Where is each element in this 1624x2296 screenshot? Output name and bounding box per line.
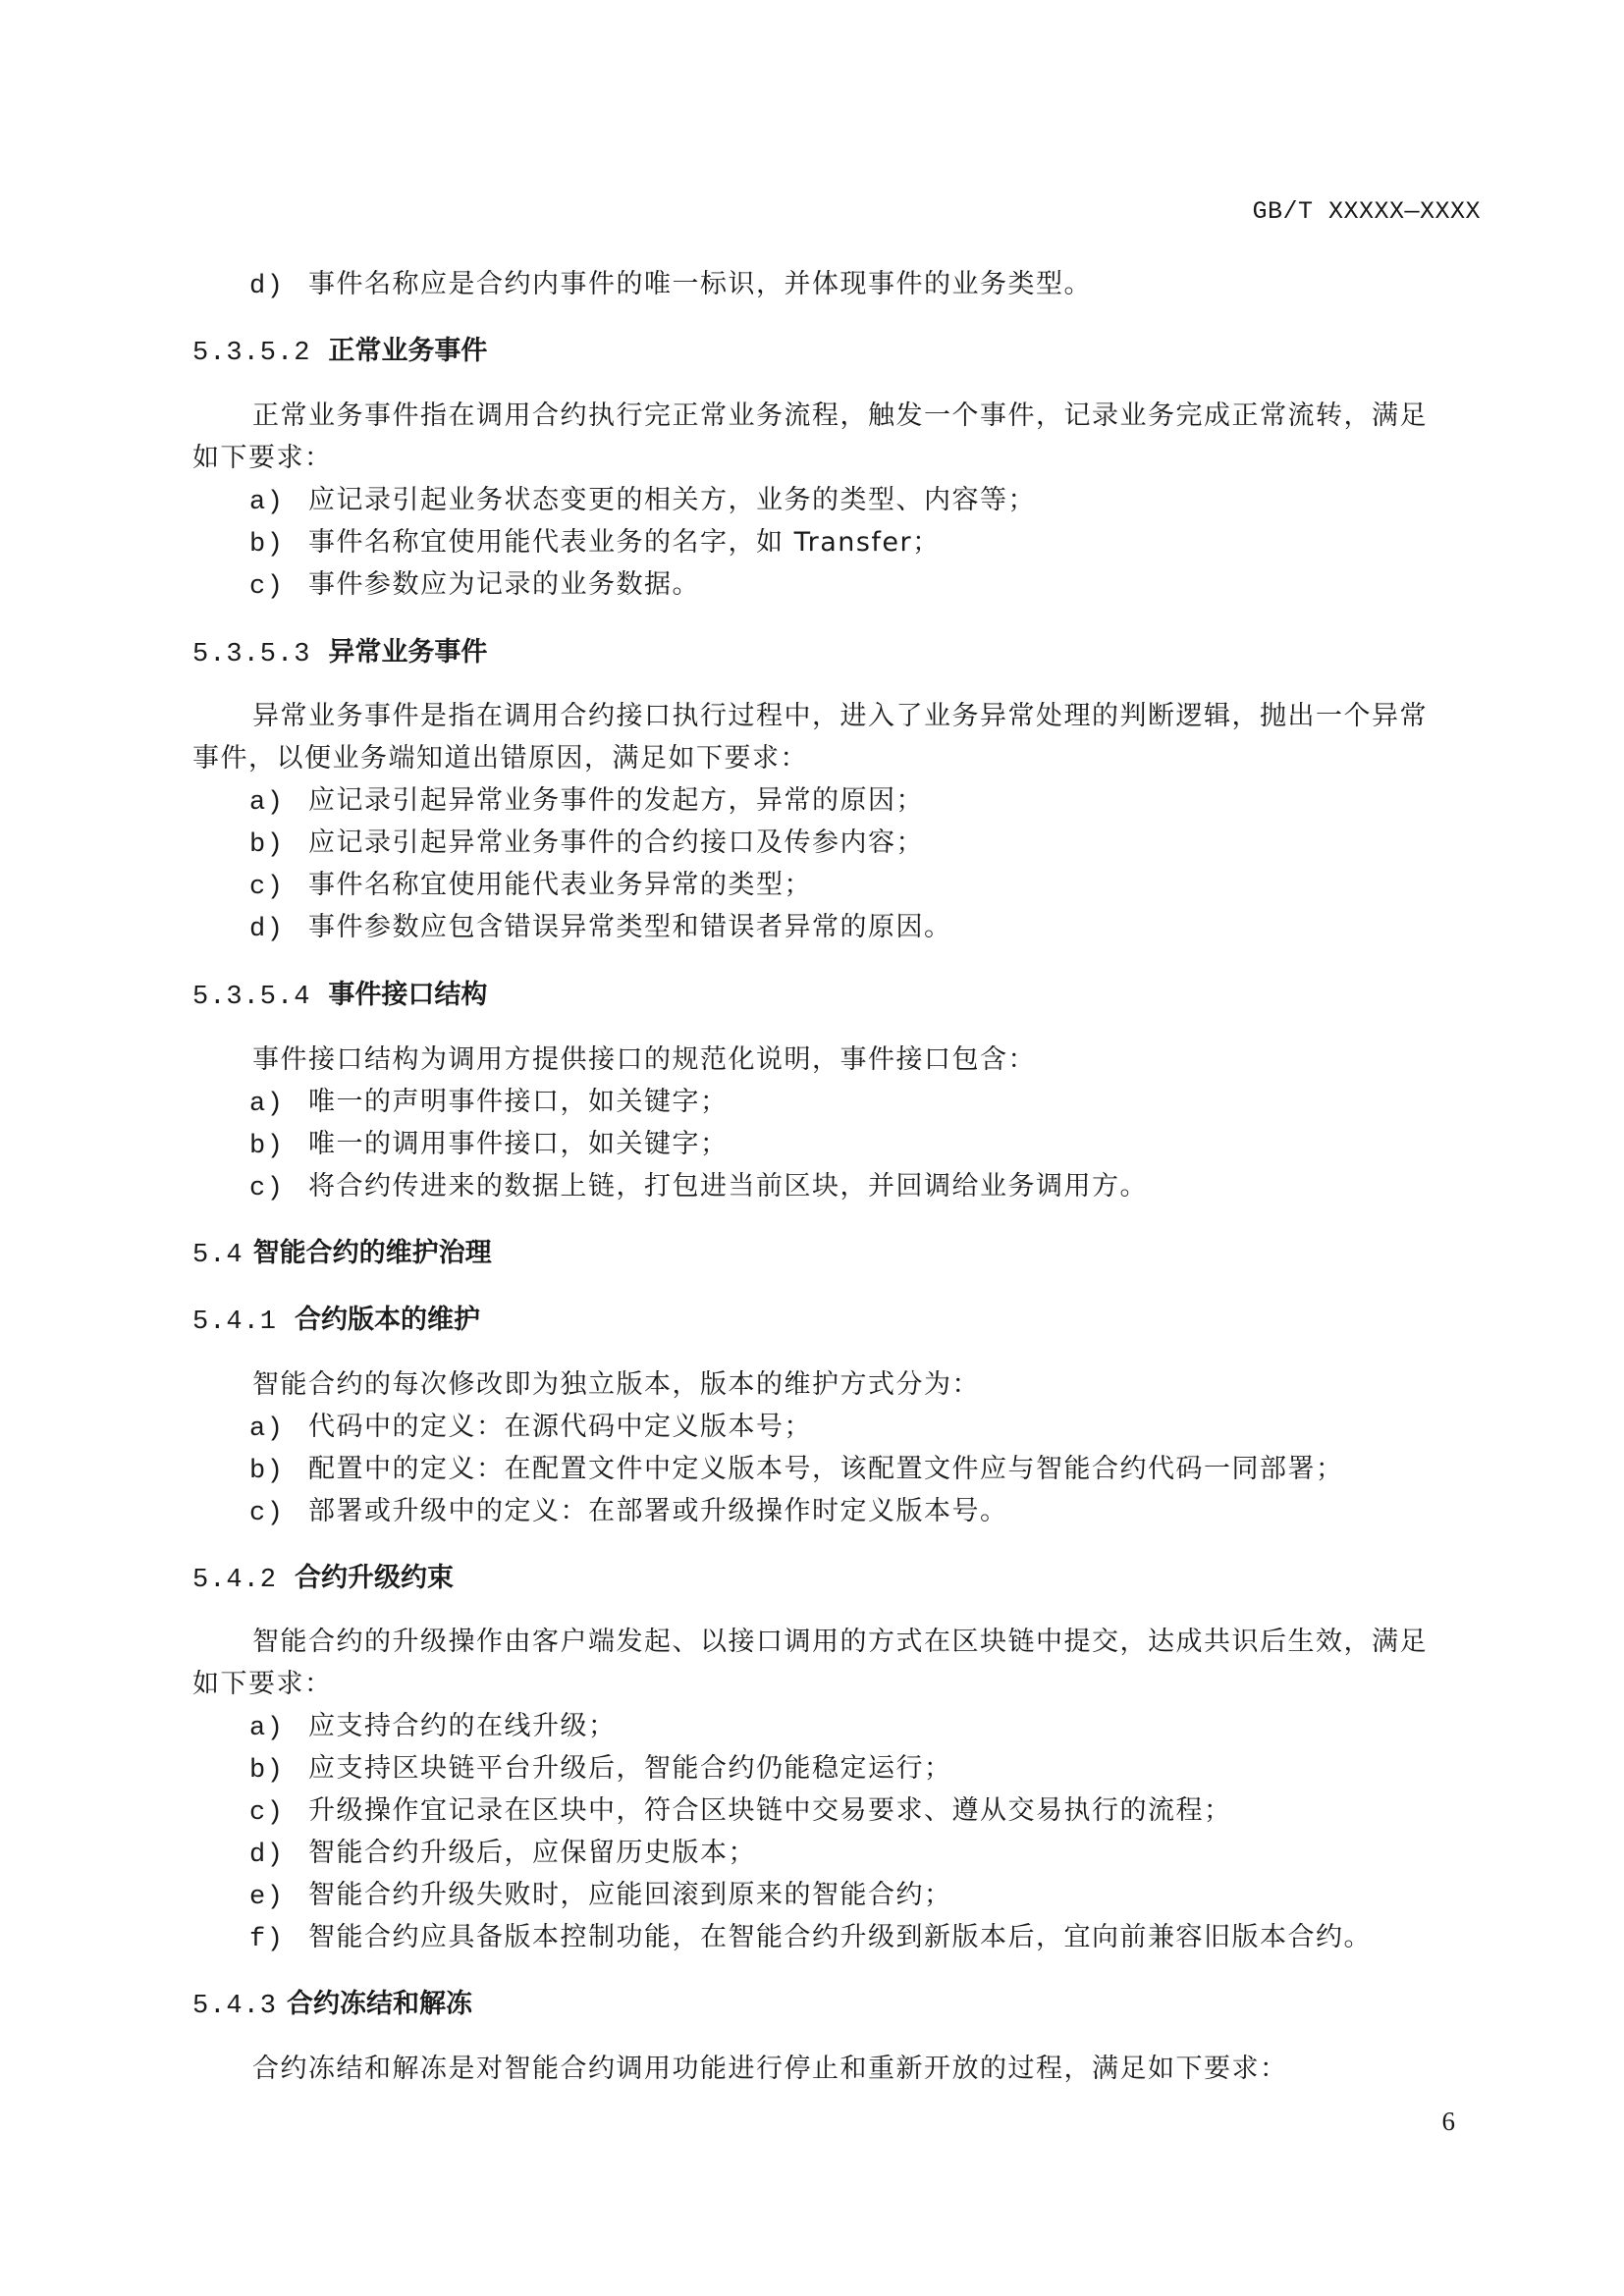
list-item [249,1876,952,1917]
standard-id-header: GB/T XXXXX—XXXX [1252,197,1481,226]
section-number: 5.4.3 [192,1992,278,2021]
list-item [249,565,700,607]
list-item-text: 应记录引起异常业务事件的合约接口及传参内容； [308,828,924,858]
list-item [249,481,1036,522]
list-item-label: c) [249,873,285,902]
list-item-text: 事件名称应是合约内事件的唯一标识，并体现事件的业务类型。 [308,269,1092,299]
section-heading-54 [192,1234,492,1275]
list-item-label: c) [249,1174,285,1203]
list-item-label: b) [249,1457,285,1486]
list-item [249,265,1092,306]
list-item-text: 智能合约升级失败时，应能回滚到原来的智能合约； [308,1880,952,1910]
list-item-label: d) [249,272,285,301]
list-item-label: a) [249,1415,285,1444]
list-item-text: 升级操作宜记录在区块中，符合区块链中交易要求、遵从交易执行的流程； [308,1795,1232,1826]
list-item-label: c) [249,1798,285,1828]
list-item-label: c) [249,1499,285,1528]
list-item-text: 唯一的声明事件接口，如关键字； [308,1087,729,1117]
page-number: 6 [1441,2107,1455,2136]
section-number: 5.4.2 [192,1566,278,1595]
list-item-text: 将合约传进来的数据上链，打包进当前区块，并回调给业务调用方。 [308,1171,1148,1201]
list-item-text: 应记录引起异常业务事件的发起方，异常的原因； [308,785,924,816]
list-item-text: 智能合约升级后，应保留历史版本； [308,1838,756,1868]
list-item [249,824,924,865]
section-heading-543 [192,1985,472,2026]
list-item-text: 事件名称宜使用能代表业务异常的类型； [308,870,812,900]
section-number: 5.4 [192,1241,244,1270]
paragraph-line: 事件接口结构为调用方提供接口的规范化说明，事件接口包含： [252,1044,1036,1075]
list-item-label: d) [249,915,285,944]
list-item-text: 应支持区块链平台升级后，智能合约仍能稳定运行； [308,1753,952,1784]
list-item-text: 事件名称宜使用能代表业务的名字，如 Transfer； [308,527,941,558]
paragraph-line: 异常业务事件是指在调用合约接口执行过程中，进入了业务异常处理的判断逻辑，抛出一个异常 [252,701,1428,731]
list-item [249,1834,756,1875]
list-item [249,1791,1232,1833]
section-heading-5354 [192,976,487,1017]
list-item-label: f) [249,1925,285,1954]
list-item-text: 事件参数应为记录的业务数据。 [308,569,700,600]
paragraph-line: 智能合约的每次修改即为独立版本，版本的维护方式分为： [252,1369,980,1400]
list-item-label: b) [249,1756,285,1786]
list-item-text: 部署或升级中的定义：在部署或升级操作时定义版本号。 [308,1496,1008,1526]
list-item-label: a) [249,1090,285,1119]
list-item-text: 配置中的定义：在配置文件中定义版本号，该配置文件应与智能合约代码一同部署； [308,1454,1344,1484]
section-heading-541 [192,1301,480,1342]
section-title: 正常业务事件 [328,336,488,366]
list-item-label: b) [249,1132,285,1161]
list-item-label: a) [249,1714,285,1743]
list-item [249,1408,812,1449]
list-item-text: 唯一的调用事件接口，如关键字； [308,1129,729,1159]
list-item-label: b) [249,830,285,860]
list-item [249,1450,1344,1491]
section-title: 智能合约的维护治理 [252,1238,492,1268]
paragraph-line: 正常业务事件指在调用合约执行完正常业务流程，触发一个事件，记录业务完成正常流转，满足 [252,400,1428,431]
list-item-text: 代码中的定义：在源代码中定义版本号； [308,1412,812,1442]
paragraph-line: 如下要求： [192,443,333,473]
list-item [249,523,941,564]
section-heading-5352 [192,332,487,373]
paragraph-line: 合约冻结和解冻是对智能合约调用功能进行停止和重新开放的过程，满足如下要求： [252,2054,1288,2084]
list-item [249,866,812,907]
list-item [249,781,924,823]
section-number: 5.3.5.3 [192,640,311,669]
section-number: 5.4.1 [192,1308,278,1337]
section-title: 合约冻结和解冻 [287,1989,473,2019]
list-item-text: 事件参数应包含错误异常类型和错误者异常的原因。 [308,912,952,942]
list-item-label: d) [249,1841,285,1870]
list-item [249,1749,952,1790]
section-number: 5.3.5.2 [192,339,311,368]
section-title: 合约版本的维护 [295,1305,481,1335]
section-heading-5353 [192,633,487,674]
list-item-text: 智能合约应具备版本控制功能，在智能合约升级到新版本后，宜向前兼容旧版本合约。 [308,1922,1372,1952]
list-item [249,1492,1008,1533]
section-title: 合约升级约束 [295,1563,455,1593]
section-title: 异常业务事件 [328,637,488,667]
list-item-label: a) [249,788,285,818]
list-item-text: 应支持合约的在线升级； [308,1711,617,1741]
section-number: 5.3.5.4 [192,983,311,1012]
paragraph-line: 智能合约的升级操作由客户端发起、以接口调用的方式在区块链中提交，达成共识后生效，满足 [252,1627,1428,1657]
list-item [249,1125,729,1166]
section-title: 事件接口结构 [328,980,488,1010]
paragraph-line: 如下要求： [192,1669,333,1699]
list-item-label: c) [249,572,285,602]
paragraph-line: 事件，以便业务端知道出错原因，满足如下要求： [192,743,808,774]
section-heading-542 [192,1559,454,1600]
list-item [249,1707,617,1748]
list-item-label: b) [249,530,285,560]
list-item [249,1918,1372,1959]
list-item [249,1083,729,1124]
list-item [249,1167,1148,1208]
list-item [249,908,952,949]
list-item-label: a) [249,488,285,517]
list-item-label: e) [249,1883,285,1912]
list-item-text: 应记录引起业务状态变更的相关方，业务的类型、内容等； [308,485,1036,515]
